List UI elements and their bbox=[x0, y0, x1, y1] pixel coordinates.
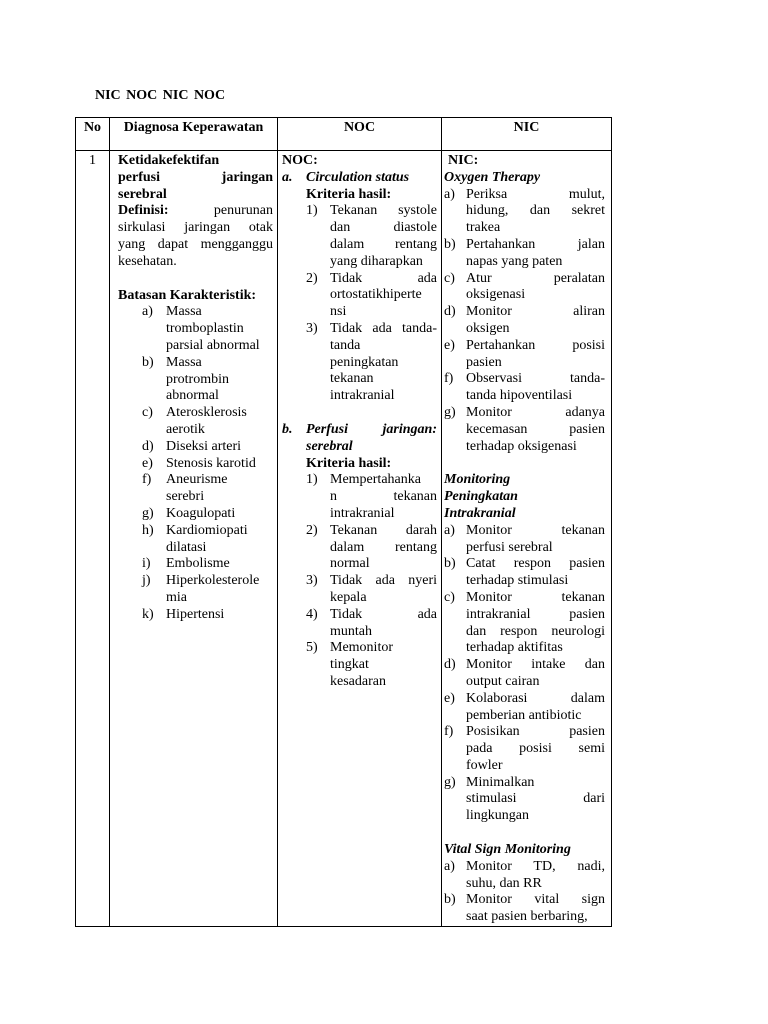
noc-section-title-text bbox=[306, 422, 437, 456]
noc-criteria-line: normal bbox=[330, 556, 370, 572]
nic-intervention-line: Monitor vital sign bbox=[466, 892, 605, 908]
list-marker: g) bbox=[444, 404, 456, 420]
table-header-row bbox=[76, 118, 612, 151]
nic-intervention-line: hidung, dan sekret bbox=[466, 203, 605, 219]
list-marker: 3) bbox=[306, 320, 318, 336]
batasan-karakteristik-list bbox=[118, 304, 273, 623]
nic-intervention-line: pasien bbox=[466, 354, 502, 370]
nic-intervention-line-text bbox=[466, 271, 605, 305]
noc-criteria-line: dan diastole bbox=[330, 220, 437, 236]
kriteria-hasil-label: Kriteria hasil: bbox=[306, 455, 392, 471]
nic-intervention-line-text bbox=[466, 775, 605, 825]
list-marker: g) bbox=[142, 505, 154, 521]
list-marker: 2) bbox=[306, 270, 318, 286]
batasan-item-line: Hipertensi bbox=[166, 606, 225, 622]
nic-intervention-item bbox=[444, 338, 605, 372]
noc-criteria-line: dalam rentang bbox=[330, 539, 437, 555]
noc-section bbox=[282, 405, 437, 691]
nic-intervention-line: Periksa mulut, bbox=[466, 186, 605, 202]
noc-criteria-line: peningkatan bbox=[330, 354, 399, 370]
noc-criteria-line: ortostatikhiperte bbox=[330, 287, 422, 303]
noc-section-title-line: Circulation status bbox=[306, 169, 410, 185]
nic-intervention-list bbox=[444, 187, 605, 456]
diagnosa-title-line: perfusi jaringan bbox=[118, 169, 273, 185]
batasan-item-line-text bbox=[166, 439, 273, 456]
nic-intervention-item bbox=[444, 892, 605, 926]
nic-section-title-line: Peningkatan bbox=[444, 489, 518, 505]
nic-intervention-line-text bbox=[466, 724, 605, 774]
nic-intervention-line: terhadap aktifitas bbox=[466, 640, 563, 656]
nic-intervention-line: Minimalkan bbox=[466, 774, 535, 790]
nic-section-title-line: Vital Sign Monitoring bbox=[444, 842, 571, 858]
cell-noc bbox=[278, 151, 442, 927]
list-marker: 1) bbox=[306, 203, 318, 219]
noc-criteria-item bbox=[306, 472, 437, 522]
noc-criteria bbox=[282, 456, 437, 691]
list-marker: f) bbox=[444, 371, 454, 387]
definisi-line: sirkulasi jaringan otak bbox=[118, 220, 273, 236]
list-marker: a) bbox=[444, 186, 455, 202]
nic-intervention-line: trakea bbox=[466, 220, 501, 236]
batasan-item-line: dilatasi bbox=[166, 539, 207, 555]
list-marker: i) bbox=[142, 556, 151, 572]
list-marker: e) bbox=[444, 690, 455, 706]
batasan-item-line-text bbox=[166, 355, 273, 405]
nic-intervention-item bbox=[444, 237, 605, 271]
noc-criteria-line: n tekanan bbox=[330, 489, 437, 505]
batasan-item-line-text bbox=[166, 472, 273, 506]
document-title: NIC NOC NIC NOC bbox=[95, 88, 226, 103]
nic-section-title bbox=[444, 842, 605, 859]
definisi-line: yang dapat mengganggu bbox=[118, 236, 273, 252]
batasan-item-line: Massa bbox=[166, 304, 202, 320]
nic-intervention-item bbox=[444, 724, 605, 774]
noc-criteria-line: kesadaran bbox=[330, 673, 386, 689]
batasan-item bbox=[118, 573, 273, 607]
batasan-item-line: Koagulopati bbox=[166, 505, 236, 521]
batasan-item bbox=[118, 439, 273, 456]
nic-intervention-line: Posisikan pasien bbox=[466, 724, 605, 740]
noc-criteria-line: Tidak ada bbox=[330, 270, 437, 286]
nic-intervention-line-text bbox=[466, 523, 605, 557]
list-marker: b) bbox=[444, 892, 456, 908]
nic-intervention-line: Monitor tekanan bbox=[466, 589, 605, 605]
definisi-label: Definisi: bbox=[118, 203, 169, 219]
noc-criteria-item bbox=[306, 607, 437, 641]
cell-row-number: 1 bbox=[76, 151, 110, 927]
list-marker: b. bbox=[282, 421, 293, 437]
nic-intervention-line: Catat respon pasien bbox=[466, 556, 605, 572]
batasan-item-line: Kardiomiopati bbox=[166, 522, 248, 538]
batasan-item-line-text bbox=[166, 405, 273, 439]
noc-section-title bbox=[282, 422, 437, 456]
nic-label: NIC: bbox=[448, 153, 479, 168]
nic-intervention-list bbox=[444, 859, 605, 926]
nic-intervention-line: Pertahankan posisi bbox=[466, 337, 605, 353]
noc-criteria-line-text bbox=[330, 321, 437, 405]
nic-intervention-item bbox=[444, 371, 605, 405]
noc-criteria-line: Mempertahanka bbox=[330, 472, 421, 488]
batasan-karakteristik-label: Batasan Karakteristik: bbox=[118, 287, 257, 303]
noc-criteria-line: Tekanan darah bbox=[330, 522, 437, 538]
nic-intervention-line-text bbox=[466, 657, 605, 691]
nic-intervention-item bbox=[444, 523, 605, 557]
nic-intervention-item bbox=[444, 187, 605, 237]
noc-criteria-line: tanda bbox=[330, 337, 361, 353]
nic-intervention-line: Kolaborasi dalam bbox=[466, 690, 605, 706]
batasan-item-line: tromboplastin bbox=[166, 321, 244, 337]
noc-section bbox=[282, 170, 437, 405]
noc-criteria-line: kepala bbox=[330, 589, 367, 605]
batasan-item-line: Embolisme bbox=[166, 556, 230, 572]
noc-criteria-line: Tidak ada tanda- bbox=[330, 320, 437, 336]
noc-criteria-line: Tidak ada bbox=[330, 606, 437, 622]
list-marker: 1) bbox=[306, 472, 318, 488]
noc-criteria-line: nsi bbox=[330, 304, 347, 320]
list-marker: 2) bbox=[306, 522, 318, 538]
batasan-item-line: Aneurisme bbox=[166, 472, 228, 488]
nic-intervention-line: stimulasi dari bbox=[466, 791, 605, 807]
noc-criteria bbox=[282, 187, 437, 405]
noc-section-title-line: Perfusi jaringan: bbox=[306, 421, 437, 437]
definisi-text: penurunan bbox=[213, 203, 273, 219]
list-marker: d) bbox=[444, 304, 456, 320]
list-marker: e) bbox=[444, 337, 455, 353]
nic-intervention-list bbox=[444, 523, 605, 825]
nic-intervention-line-text bbox=[466, 304, 605, 338]
nic-intervention-line: Monitor intake dan bbox=[466, 657, 605, 673]
cell-nic bbox=[442, 151, 612, 927]
nic-intervention-item bbox=[444, 657, 605, 691]
nic-intervention-line: perfusi serebral bbox=[466, 539, 553, 555]
noc-criteria-line: dalam rentang bbox=[330, 236, 437, 252]
nic-intervention-item bbox=[444, 271, 605, 305]
batasan-item-line-text bbox=[166, 523, 273, 557]
table-row bbox=[76, 151, 612, 927]
nic-intervention-line: oksigenasi bbox=[466, 287, 526, 303]
nic-intervention-line: Observasi tanda- bbox=[466, 371, 605, 387]
list-marker: d) bbox=[142, 438, 154, 454]
list-marker: a) bbox=[142, 304, 153, 320]
batasan-item-line: Aterosklerosis bbox=[166, 405, 247, 421]
nic-intervention-line: intrakranial pasien bbox=[466, 606, 605, 622]
noc-criteria-item bbox=[306, 640, 437, 690]
batasan-item bbox=[118, 355, 273, 405]
diagnosa-title-line: Ketidakefektifan bbox=[118, 153, 220, 168]
batasan-item-line-text bbox=[166, 573, 273, 607]
definisi bbox=[118, 203, 273, 270]
batasan-item-line: protrombin bbox=[166, 371, 229, 387]
nic-section bbox=[444, 455, 605, 825]
nic-intervention-line-text bbox=[466, 556, 605, 590]
list-marker: j) bbox=[142, 573, 151, 589]
noc-criteria-line: intrakranial bbox=[330, 505, 395, 521]
noc-criteria-line-text bbox=[330, 640, 437, 690]
noc-criteria-item bbox=[306, 523, 437, 573]
batasan-item-line-text bbox=[166, 556, 273, 573]
list-marker: g) bbox=[444, 774, 456, 790]
kriteria-hasil-label: Kriteria hasil: bbox=[306, 186, 392, 202]
noc-criteria-item bbox=[306, 321, 437, 405]
nic-intervention-line: Pertahankan jalan bbox=[466, 236, 605, 252]
nic-section-title bbox=[444, 170, 605, 187]
list-marker: b) bbox=[142, 354, 154, 370]
batasan-item bbox=[118, 304, 273, 354]
noc-criteria-line: Tekanan systole bbox=[330, 203, 437, 219]
nic-intervention-line-text bbox=[466, 859, 605, 893]
noc-label: NOC: bbox=[282, 153, 318, 168]
noc-section-title bbox=[282, 170, 437, 187]
nic-intervention-line: napas yang paten bbox=[466, 253, 563, 269]
nic-intervention-line: oksigen bbox=[466, 320, 510, 336]
noc-criteria-line: intrakranial bbox=[330, 388, 395, 404]
nic-intervention-line-text bbox=[466, 338, 605, 372]
nic-intervention-line: terhadap stimulasi bbox=[466, 573, 569, 589]
nic-section-title bbox=[444, 472, 605, 522]
batasan-item bbox=[118, 607, 273, 624]
nic-intervention-line: Monitor TD, nadi, bbox=[466, 858, 605, 874]
nic-intervention-line: Monitor adanya bbox=[466, 404, 605, 420]
batasan-item-line: Hiperkolesterole bbox=[166, 573, 260, 589]
nic-intervention-line: fowler bbox=[466, 757, 503, 773]
noc-criteria-item bbox=[306, 203, 437, 270]
batasan-item-line: serebri bbox=[166, 489, 205, 505]
noc-criteria-line-text bbox=[330, 573, 437, 607]
list-marker: f) bbox=[444, 724, 454, 740]
nic-intervention-item bbox=[444, 691, 605, 725]
nic-intervention-line: suhu, dan RR bbox=[466, 875, 542, 891]
noc-criteria-line-text bbox=[330, 271, 437, 321]
nic-intervention-line: saat pasien berbaring, bbox=[466, 909, 588, 925]
list-marker: 3) bbox=[306, 573, 318, 589]
list-marker: d) bbox=[444, 657, 456, 673]
diagnosa-title bbox=[118, 153, 273, 203]
header-diagnosa: Diagnosa Keperawatan bbox=[110, 118, 278, 151]
batasan-item-line-text bbox=[166, 304, 273, 354]
noc-section-title-text bbox=[306, 170, 437, 187]
noc-criteria-line: yang diharapkan bbox=[330, 253, 423, 269]
noc-criteria-line: tekanan bbox=[330, 371, 374, 387]
batasan-item-line: aerotik bbox=[166, 421, 205, 437]
nic-intervention-line: lingkungan bbox=[466, 808, 529, 824]
batasan-item-line: abnormal bbox=[166, 388, 219, 404]
list-marker: c) bbox=[444, 270, 455, 286]
nic-intervention-line: kecemasan pasien bbox=[466, 421, 605, 437]
noc-criteria-line: muntah bbox=[330, 623, 372, 639]
nic-intervention-line-text bbox=[466, 691, 605, 725]
list-marker: a. bbox=[282, 169, 293, 185]
batasan-item-line: Diseksi arteri bbox=[166, 438, 242, 454]
diagnosa-title-line: serebral bbox=[118, 186, 167, 202]
batasan-item-line: parsial abnormal bbox=[166, 337, 260, 353]
nic-section-title-line: Oxygen Therapy bbox=[444, 169, 541, 185]
nic-intervention-line-text bbox=[466, 237, 605, 271]
nursing-care-table bbox=[75, 117, 612, 927]
nic-intervention-item bbox=[444, 556, 605, 590]
list-marker: c) bbox=[444, 589, 455, 605]
header-nic: NIC bbox=[442, 118, 612, 151]
nic-sections bbox=[444, 170, 605, 926]
noc-criteria-line: tingkat bbox=[330, 657, 369, 673]
nic-intervention-line: Monitor aliran bbox=[466, 304, 605, 320]
header-no: No bbox=[76, 118, 110, 151]
nic-intervention-item bbox=[444, 775, 605, 825]
noc-criteria-item bbox=[306, 271, 437, 321]
nic-section-title-line: Intrakranial bbox=[444, 505, 516, 521]
noc-section-title-line: serebral bbox=[306, 438, 353, 454]
batasan-item-line: mia bbox=[166, 589, 187, 605]
nic-intervention-line: Monitor tekanan bbox=[466, 522, 605, 538]
noc-criteria-line-text bbox=[330, 203, 437, 270]
noc-criteria-line-text bbox=[330, 472, 437, 522]
nic-section bbox=[444, 825, 605, 926]
noc-criteria-line-text bbox=[330, 607, 437, 641]
list-marker: b) bbox=[444, 556, 456, 572]
nic-intervention-line-text bbox=[466, 371, 605, 405]
list-marker: a) bbox=[444, 858, 455, 874]
definisi-line: kesehatan. bbox=[118, 253, 177, 269]
definisi-line bbox=[118, 203, 273, 220]
noc-criteria-line: Tidak ada nyeri bbox=[330, 573, 437, 589]
list-marker: b) bbox=[444, 236, 456, 252]
list-marker: k) bbox=[142, 606, 154, 622]
nic-intervention-line: pemberian antibiotic bbox=[466, 707, 582, 723]
nic-intervention-line: tanda hipoventilasi bbox=[466, 388, 573, 404]
list-marker: h) bbox=[142, 522, 154, 538]
nic-intervention-line-text bbox=[466, 405, 605, 455]
batasan-item-line-text bbox=[166, 506, 273, 523]
nic-intervention-line-text bbox=[466, 590, 605, 657]
list-marker: 5) bbox=[306, 640, 318, 656]
nic-intervention-line: terhadap oksigenasi bbox=[466, 438, 577, 454]
nic-section-title-line: Monitoring bbox=[444, 472, 511, 488]
nic-intervention-item bbox=[444, 590, 605, 657]
batasan-item-line-text bbox=[166, 456, 273, 473]
noc-sections bbox=[282, 170, 437, 691]
list-marker: e) bbox=[142, 455, 153, 471]
list-marker: f) bbox=[142, 472, 152, 488]
cell-diagnosa bbox=[110, 151, 278, 927]
batasan-item bbox=[118, 556, 273, 573]
nic-intervention-item bbox=[444, 405, 605, 455]
nic-intervention-item bbox=[444, 304, 605, 338]
nic-section bbox=[444, 170, 605, 456]
batasan-item-line: Massa bbox=[166, 354, 202, 370]
nic-intervention-line: output cairan bbox=[466, 673, 540, 689]
batasan-item bbox=[118, 506, 273, 523]
noc-criteria-line: Memonitor bbox=[330, 640, 393, 656]
batasan-item bbox=[118, 523, 273, 557]
batasan-item bbox=[118, 472, 273, 506]
nic-intervention-item bbox=[444, 859, 605, 893]
list-marker: c) bbox=[142, 405, 153, 421]
batasan-item bbox=[118, 456, 273, 473]
header-noc: NOC bbox=[278, 118, 442, 151]
batasan-item-line: Stenosis karotid bbox=[166, 455, 256, 471]
noc-criteria-item bbox=[306, 573, 437, 607]
list-marker: 4) bbox=[306, 606, 318, 622]
noc-criteria-line-text bbox=[330, 523, 437, 573]
nic-intervention-line-text bbox=[466, 187, 605, 237]
batasan-item-line-text bbox=[166, 607, 273, 624]
nic-intervention-line-text bbox=[466, 892, 605, 926]
nic-intervention-line: pada posisi semi bbox=[466, 741, 605, 757]
list-marker: a) bbox=[444, 522, 455, 538]
batasan-item bbox=[118, 405, 273, 439]
nic-intervention-line: dan respon neurologi bbox=[466, 623, 605, 639]
nic-intervention-line: Atur peralatan bbox=[466, 270, 605, 286]
